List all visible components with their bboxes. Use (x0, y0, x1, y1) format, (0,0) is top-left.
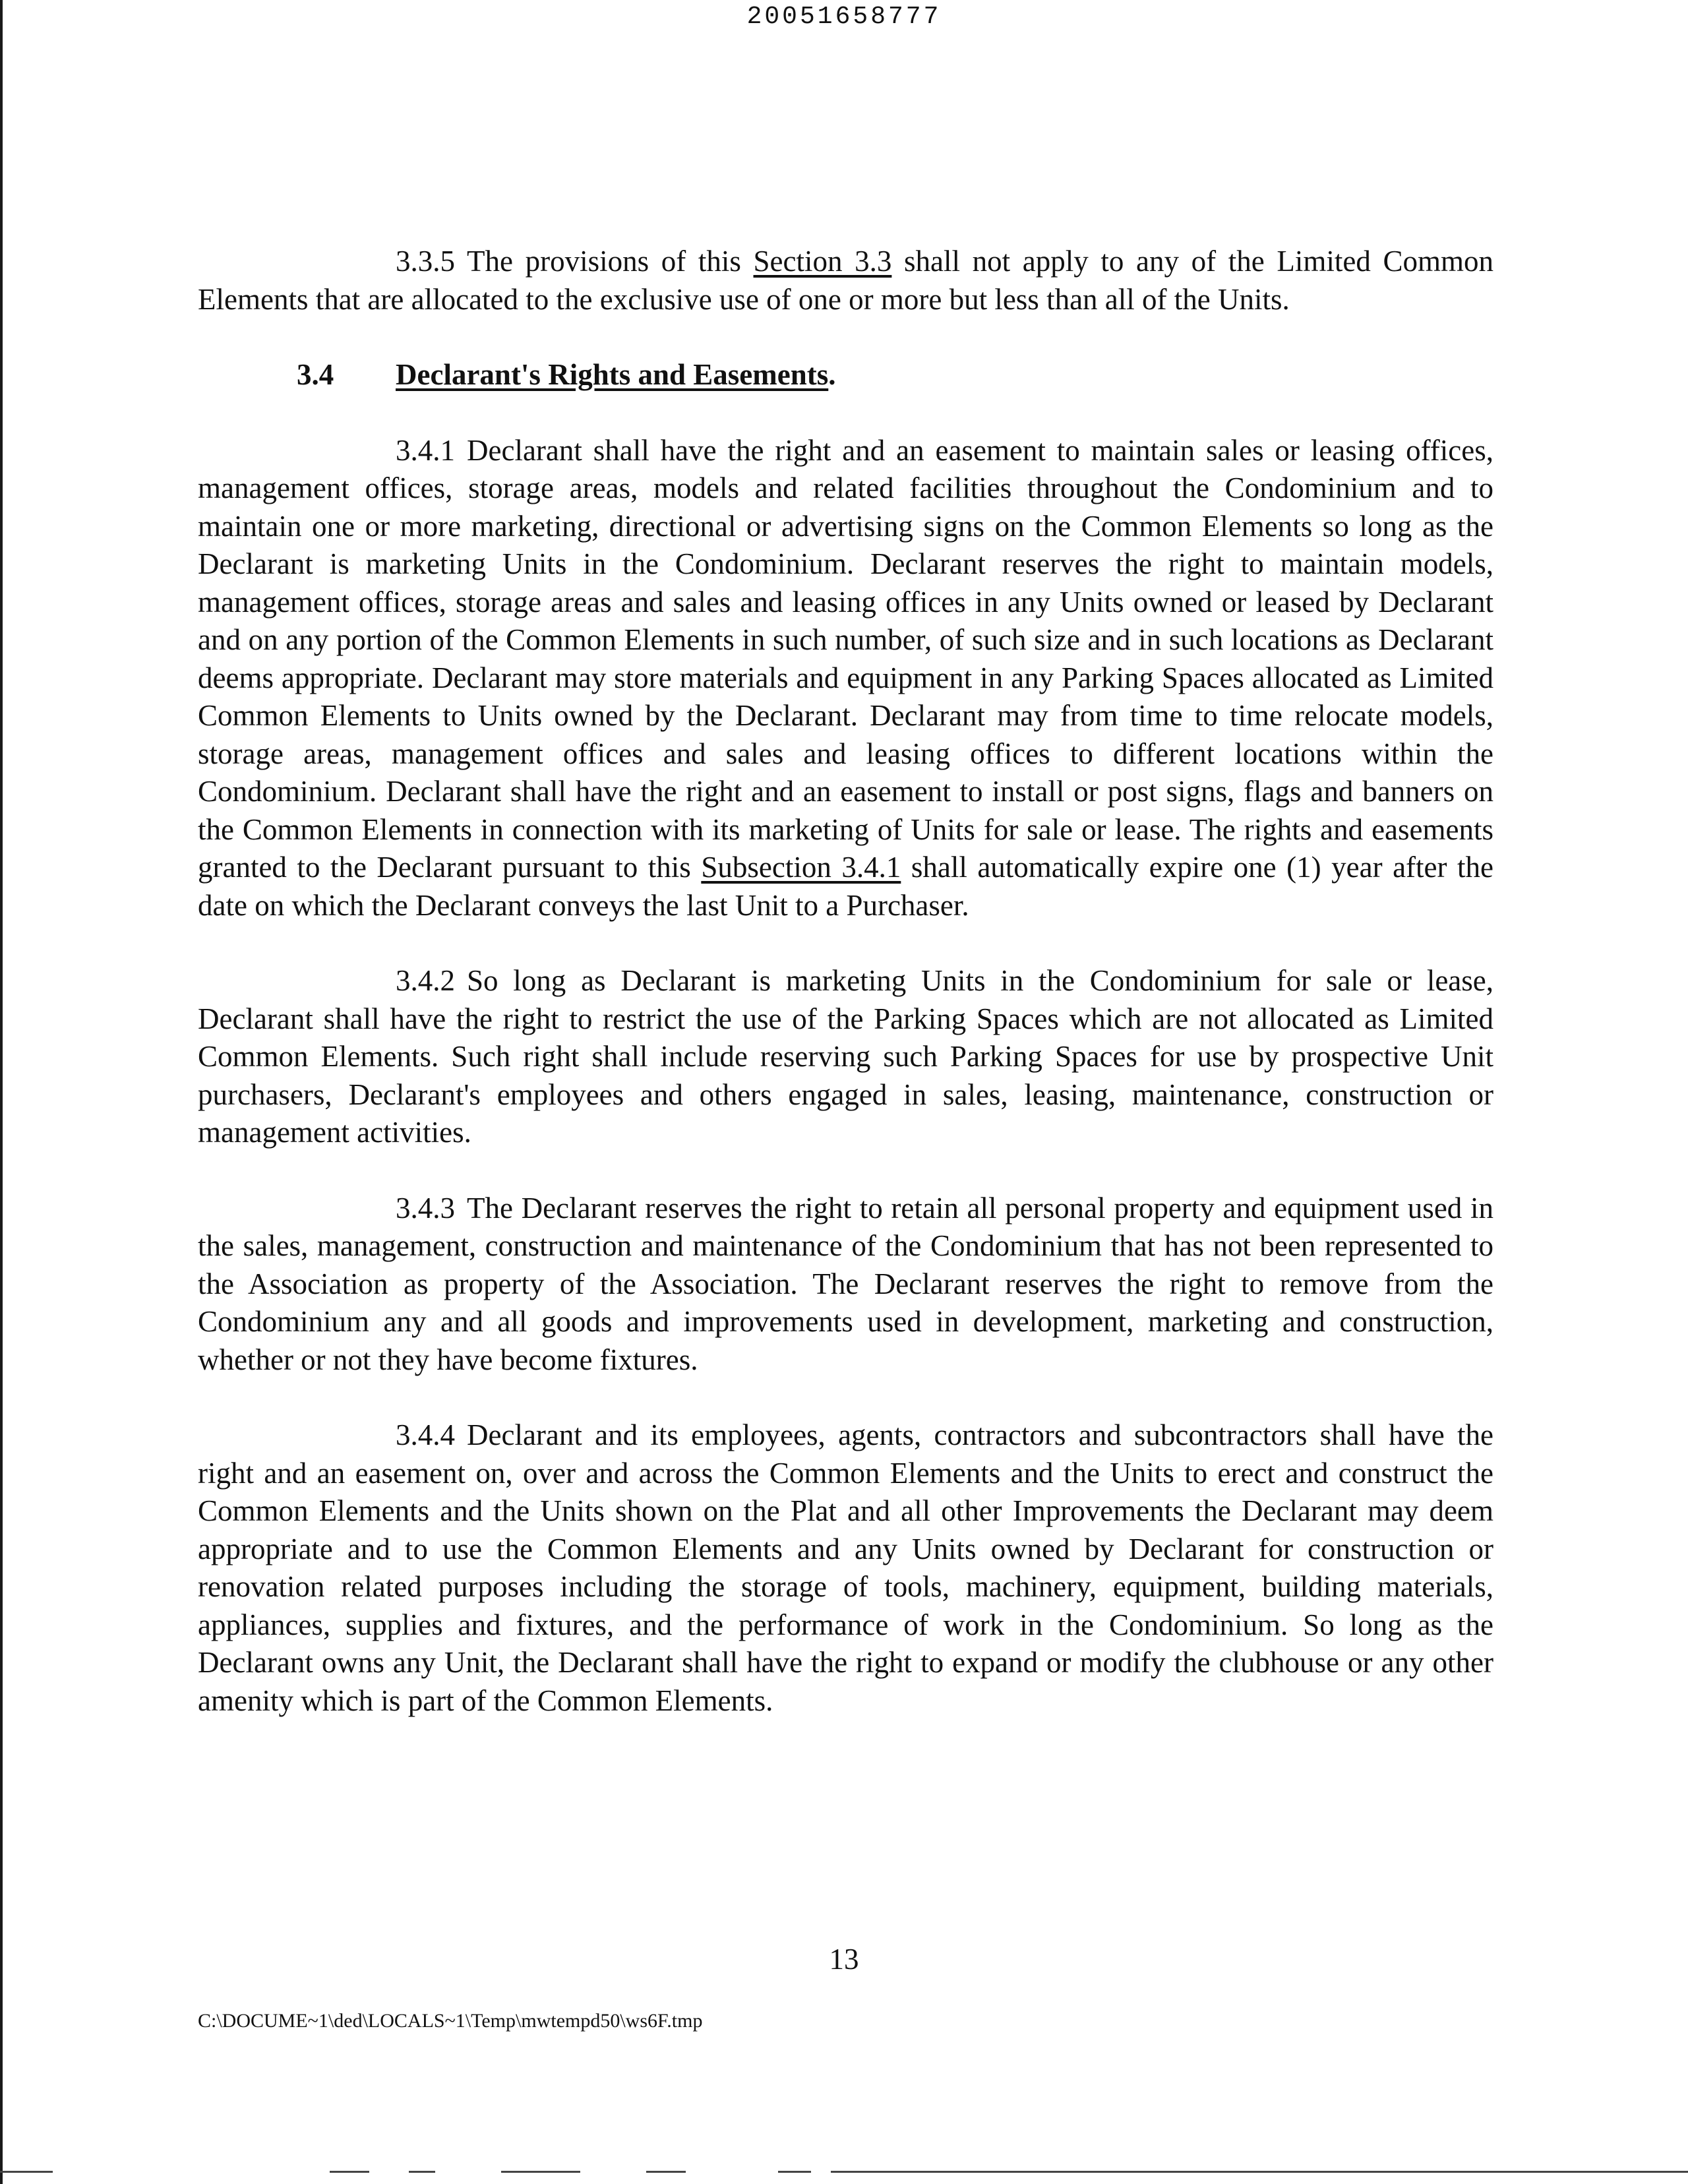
section-heading-period: . (828, 358, 836, 391)
scan-artifact-line (0, 2171, 1688, 2173)
scan-page-edge (0, 0, 3, 2184)
paragraph-text: The Declarant reserves the right to retain all personal property and equipment used in the sales, management, construction and maintenance of the Condominium that has not been represented to the Association as property of the Association. The Declarant reserves the right to remove from the Condominium any and all goods and improvements used in development, marketing and construction, whether or not they have become fixtures. (198, 1191, 1493, 1376)
section-heading-3-4 (198, 356, 1493, 394)
paragraph-text: Declarant shall have the right and an easement to maintain sales or leasing offices, management offices, storage areas, models and related facilities throughout the Condominium and to maintain one or more marketing, directional or advertising signs on the Common Elements so long as the Declarant is marketing Units in the Condominium. Declarant reserves the right to maintain models, management offices, storage areas and sales and leasing offices in any Units owned or leased by Declarant and on any portion of the Common Elements in such number, of such size and in such locations as Declarant deems appropriate. Declarant may store materials and equipment in any Parking Spaces allocated as Limited Common Elements to Units owned by the Declarant. Declarant may from time to time relocate models, storage areas, management offices and sales and leasing offices to different locations within the Condominium. Declarant shall have the right and an easement to install or post signs, flags and banners on the Common Elements in connection with its marketing of Units for sale or lease. The rights and easements granted to the Declarant pursuant to this (198, 433, 1493, 884)
subsection-reference: Subsection 3.4.1 (701, 851, 901, 884)
section-reference: Section 3.3 (753, 245, 892, 278)
section-heading-number: 3.4 (297, 358, 334, 391)
paragraph-3-4-1 (198, 432, 1493, 925)
paragraph-text: So long as Declarant is marketing Units in the Condominium for sale or lease, Declarant shall have the right to restrict the use of the Parking Spaces which are not allocated as Limited Common Elements. Such right shall include reserving such Parking Spaces for use by prospective Unit purchasers, Declarant's employees and others engaged in sales, leasing, maintenance, construction or management activities. (198, 964, 1493, 1149)
paragraph-3-4-4 (198, 1416, 1493, 1720)
paragraph-3-3-5 (198, 243, 1493, 318)
page-number: 13 (829, 1943, 859, 1976)
paragraph-number: 3.4.1 (396, 433, 455, 467)
paragraph-number: 3.3.5 (396, 245, 455, 278)
paragraph-number: 3.4.4 (396, 1418, 455, 1451)
paragraph-number: 3.4.2 (396, 964, 455, 997)
document-number: 20051658777 (746, 3, 942, 31)
paragraph-text: shall not apply to any of the Limited Common Elements that are allocated to the exclusive use of one or more but less than all of the Units. (198, 245, 1493, 316)
paragraph-text: shall automatically expire one (1) year after the date on which the Declarant conveys the last Unit to a Purchaser. (198, 851, 1493, 922)
file-path-footer: C:\DOCUME~1\ded\LOCALS~1\Temp\mwtempd50\ws6F.tmp (198, 2010, 703, 2032)
paragraph-3-4-3 (198, 1190, 1493, 1380)
document-body (198, 243, 1493, 1720)
section-heading-title: Declarant's Rights and Easements (396, 358, 829, 391)
paragraph-text: Declarant and its employees, agents, contractors and subcontractors shall have the right and an easement on, over and across the Common Elements and the Units to erect and construct the Common Elements and the Units shown on the Plat and all other Improvements the Declarant may deem appropriate and to use the Common Elements and any Units owned by Declarant for construction or renovation related purposes including the storage of tools, machinery, equipment, building materials, appliances, supplies and fixtures, and the performance of work in the Condominium. So long as the Declarant owns any Unit, the Declarant shall have the right to expand or modify the clubhouse or any other amenity which is part of the Common Elements. (198, 1418, 1493, 1717)
paragraph-number: 3.4.3 (396, 1191, 455, 1225)
paragraph-text: The provisions of this (467, 245, 754, 278)
paragraph-3-4-2 (198, 962, 1493, 1152)
